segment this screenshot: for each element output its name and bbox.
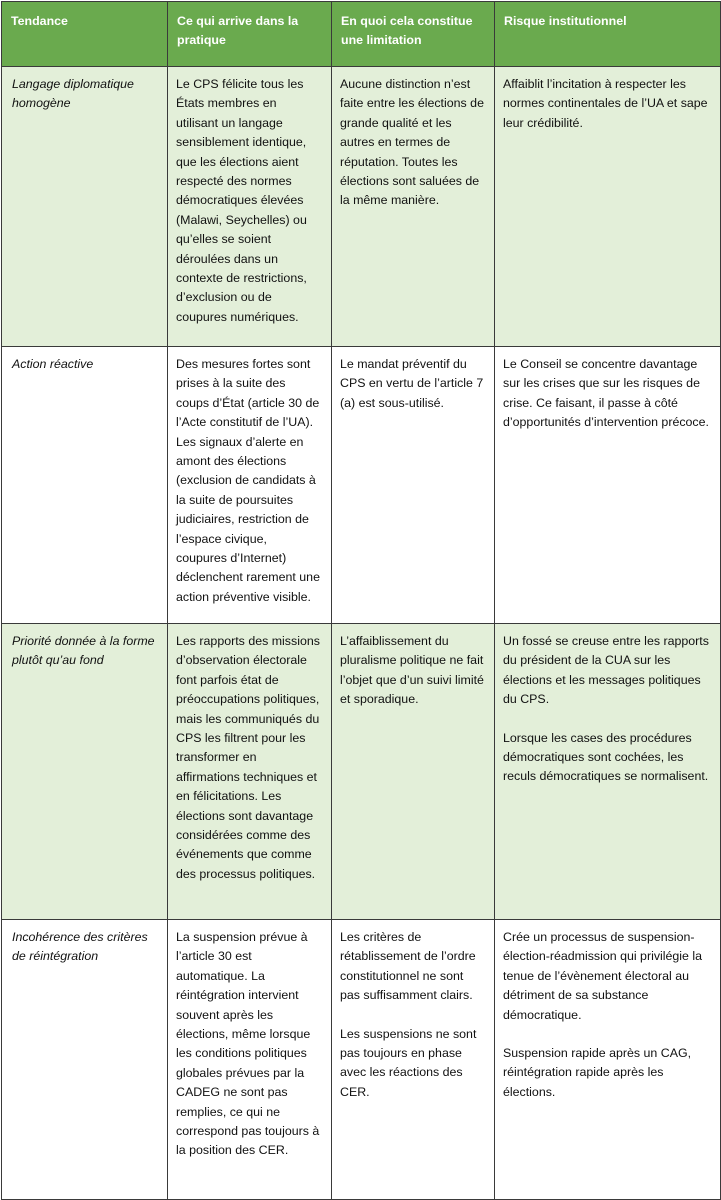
header-trend: Tendance <box>2 2 168 67</box>
risk-cell <box>495 920 721 1200</box>
trends-table <box>1 1 721 1200</box>
risk-paragraph: Un fossé se creuse entre les rapports du président de la CUA sur les élections et les messages politiques du CPS. <box>503 634 709 707</box>
limitation-paragraphs <box>332 920 494 1102</box>
limitation-paragraph: Les critères de rétablissement de l’ordre constitutionnel ne sont pas suffisamment clairs. <box>340 930 476 1003</box>
limitation-cell: Aucune distinction n’est faite entre les élections de grande qualité et les autres en termes de réputation. Toutes les élections sont saluées de la même manière. <box>332 67 495 347</box>
trend-cell: Action réactive <box>2 347 168 624</box>
table-row <box>2 624 721 920</box>
trend-cell: Incohérence des critères de réintégration <box>2 920 168 1200</box>
header-limitation: En quoi cela constitue une limitation <box>332 2 495 67</box>
table-header-row <box>2 2 721 67</box>
table-row <box>2 920 721 1200</box>
trend-cell: Priorité donnée à la forme plutôt qu’au fond <box>2 624 168 920</box>
risk-cell <box>495 624 721 920</box>
limitation-cell: L’affaiblissement du pluralisme politique ne fait l’objet que d’un suivi limité et sporadique. <box>332 624 495 920</box>
risk-cell: Affaiblit l’incitation à respecter les normes continentales de l’UA et sape leur crédibilité. <box>495 67 721 347</box>
risk-cell: Le Conseil se concentre davantage sur les crises que sur les risques de crise. Ce faisant, il passe à côté d’opportunités d’intervention précoce. <box>495 347 721 624</box>
risk-paragraphs <box>495 624 720 787</box>
table-row <box>2 347 721 624</box>
header-practice: Ce qui arrive dans la pratique <box>168 2 332 67</box>
practice-cell: Des mesures fortes sont prises à la suite des coups d’État (article 30 de l’Acte constitutif de l’UA). Les signaux d’alerte en amont des élections (exclusion de candidats à la suite de poursuites judiciaires, restriction de l’espace civique, coupures d’Internet) déclenchent rarement une action préventive visible. <box>168 347 332 624</box>
limitation-cell: Le mandat préventif du CPS en vertu de l’article 7 (a) est sous-utilisé. <box>332 347 495 624</box>
risk-paragraphs <box>495 920 720 1102</box>
practice-cell: Le CPS félicite tous les États membres en utilisant un langage sensiblement identique, que les élections aient respecté des normes démocratiques élevées (Malawi, Seychelles) ou qu’elles se soient déroulées dans un contexte de restrictions, d’exclusion ou de coupures numériques. <box>168 67 332 347</box>
risk-paragraph: Suspension rapide après un CAG, réintégration rapide après les élections. <box>503 1046 692 1099</box>
limitation-paragraph: Les suspensions ne sont pas toujours en phase avec les réactions des CER. <box>340 1026 477 1099</box>
risk-paragraph: Crée un processus de suspension-élection-réadmission qui privilégie la tenue de l’évènement électoral au détriment de sa substance démocratique. <box>503 930 703 1022</box>
trend-cell: Langage diplomatique homogène <box>2 67 168 347</box>
practice-cell: La suspension prévue à l’article 30 est automatique. La réintégration intervient souvent après les élections, même lorsque les conditions politiques globales prévues par la CADEG ne sont pas remplies, ce qui ne correspond pas toujours à la position des CER. <box>168 920 332 1200</box>
limitation-cell <box>332 920 495 1200</box>
risk-paragraph: Lorsque les cases des procédures démocratiques sont cochées, les reculs démocratiques se normalisent. <box>503 730 709 784</box>
header-risk: Risque institutionnel <box>495 2 721 67</box>
table-row <box>2 67 721 347</box>
practice-cell: Les rapports des missions d’observation électorale font parfois état de préoccupations politiques, mais les communiqués du CPS les filtrent pour les transformer en affirmations techniques et en félicitations. Les élections sont davantage considérées comme des événements que comme des processus politiques. <box>168 624 332 920</box>
